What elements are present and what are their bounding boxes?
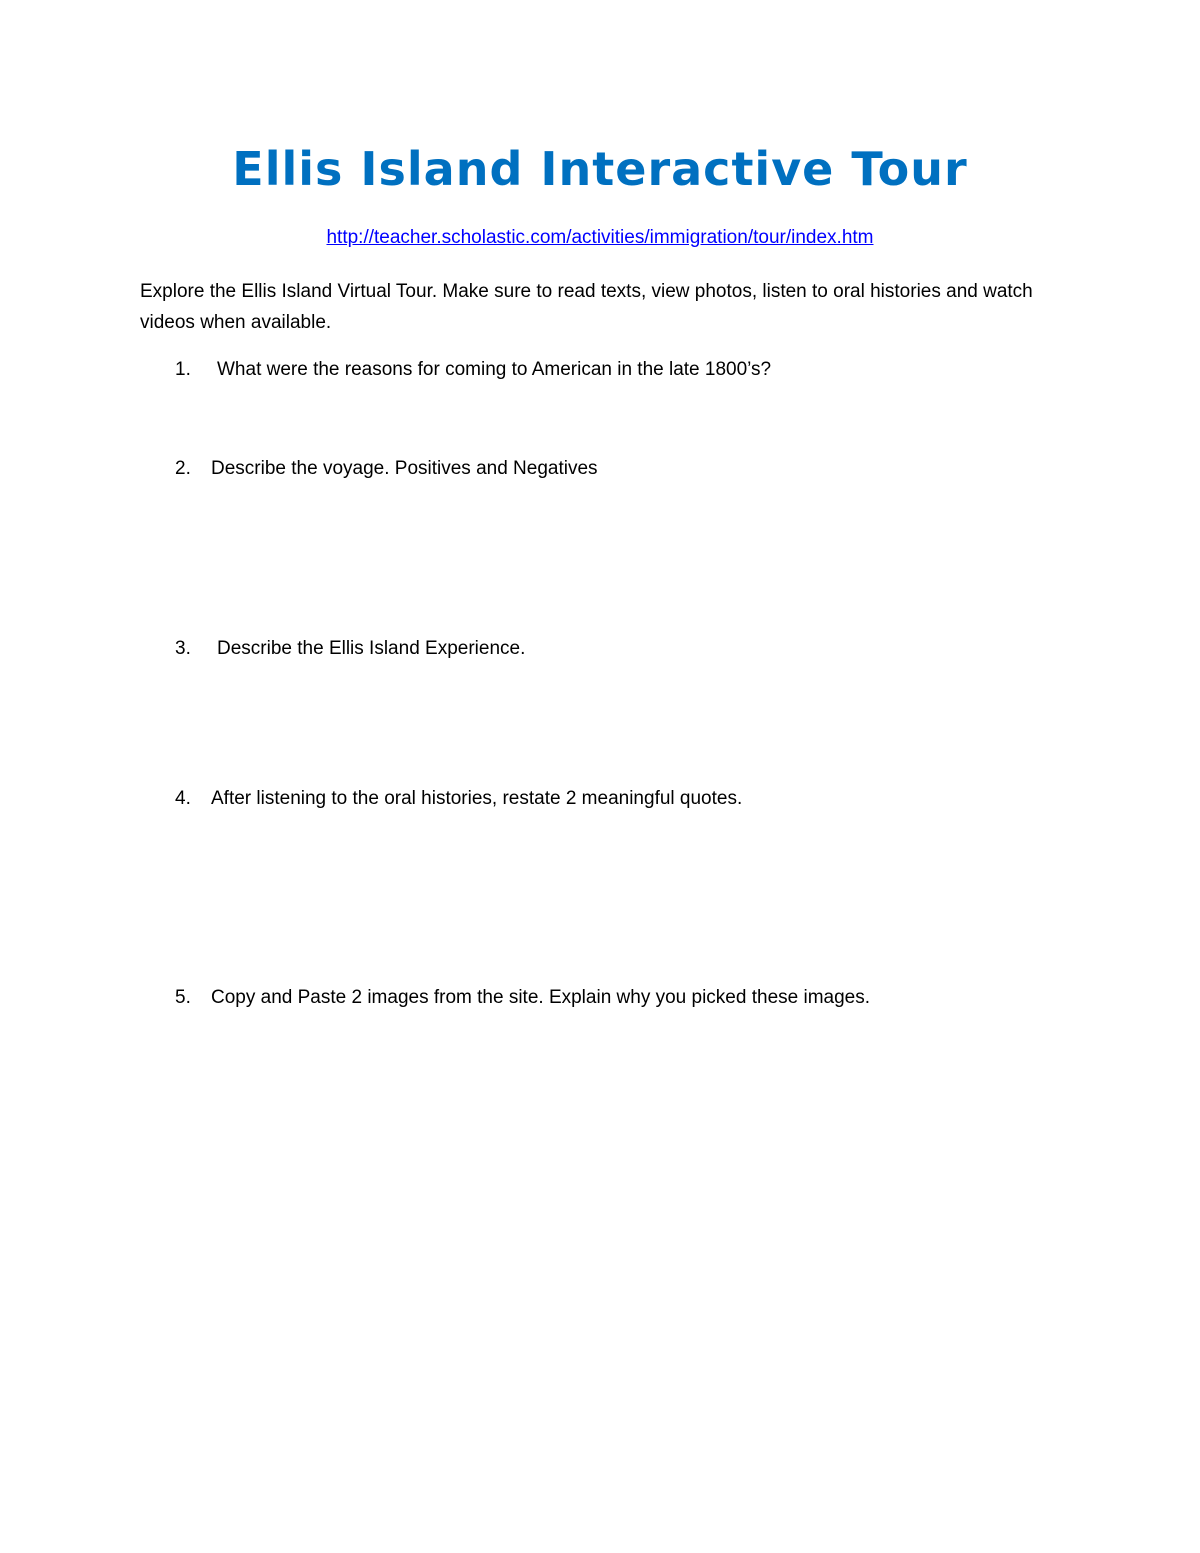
- question-item: [175, 985, 1035, 1011]
- question-item: [175, 357, 1035, 383]
- question-number: 3.: [175, 638, 191, 659]
- tour-url-link[interactable]: http://teacher.scholastic.com/activities/immigration/tour/index.htm: [326, 227, 874, 248]
- question-item: [175, 636, 1035, 662]
- question-text: After listening to the oral histories, restate 2 meaningful quotes.: [211, 788, 743, 809]
- question-item: [175, 456, 1035, 482]
- intro-paragraph: Explore the Ellis Island Virtual Tour. Make sure to read texts, view photos, listen to oral histories and watch videos when available.: [140, 281, 1033, 333]
- question-text: Describe the voyage. Positives and Negatives: [211, 458, 598, 479]
- page-title: Ellis Island Interactive Tour: [232, 142, 968, 196]
- link-line: [0, 225, 1200, 251]
- question-item: [175, 786, 1035, 812]
- question-text: Describe the Ellis Island Experience.: [217, 638, 526, 659]
- question-text: Copy and Paste 2 images from the site. Explain why you picked these images.: [211, 987, 871, 1008]
- question-number: 4.: [175, 788, 191, 809]
- question-number: 5.: [175, 987, 191, 1008]
- question-number: 2.: [175, 458, 191, 479]
- question-text: What were the reasons for coming to American in the late 1800’s?: [217, 359, 772, 380]
- question-number: 1.: [175, 359, 191, 380]
